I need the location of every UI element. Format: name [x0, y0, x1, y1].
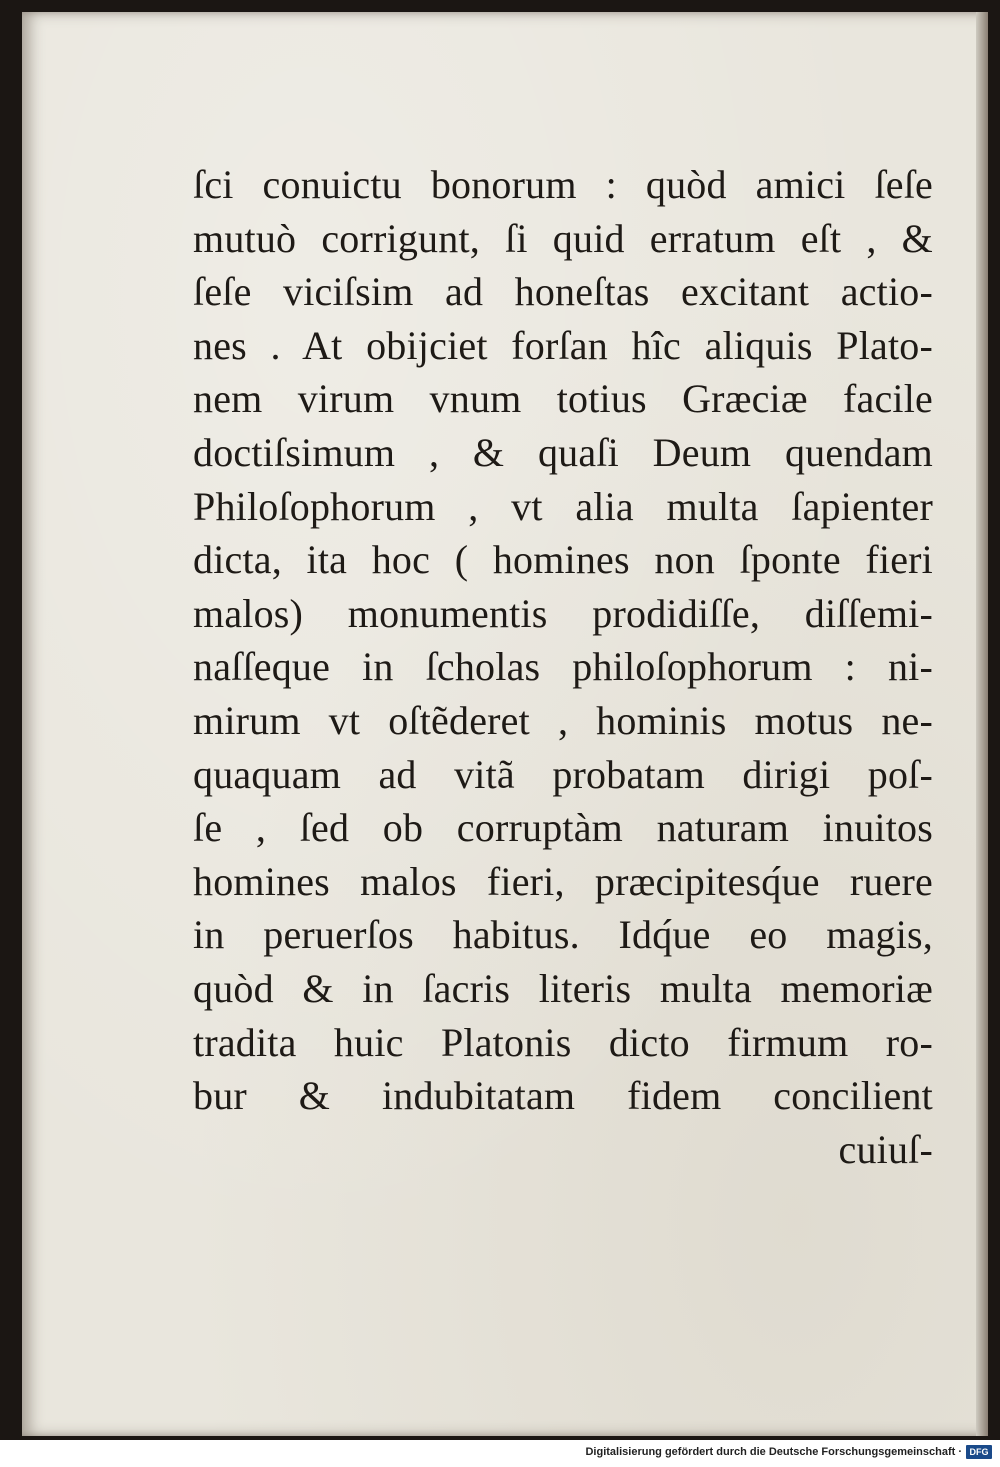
text-line-17: tradita huic Platonis dicto firmum ro-	[193, 1019, 933, 1065]
text-line-1: ſci conuictu bonorum : quòd amici ſeſe	[193, 162, 933, 207]
text-line-3: ſeſe viciſsim ad honeſtas excitant actio-	[193, 269, 933, 315]
text-line-14: homines malos fieri, præcipitesq́ue ruere	[193, 858, 933, 904]
text-line-11: mirum vt oſtẽderet , hominis motus ne-	[193, 697, 933, 743]
text-line-2: mutuò corrigunt, ſi quid erratum eſt , &	[193, 215, 933, 261]
text-line-10: naſſeque in ſcholas philoſophorum : ni-	[193, 644, 933, 690]
digitization-footer	[0, 1440, 1000, 1467]
text-line-9: malos) monumentis prodidiſſe, diſſemi-	[193, 590, 933, 636]
page-edge	[976, 12, 988, 1436]
catchword: cuiuſ-	[838, 1126, 933, 1172]
text-line-8: dicta, ita hoc ( homines non ſponte fieri	[193, 537, 933, 583]
dfg-logo: DFG	[966, 1445, 992, 1459]
text-line-15: in peruerſos habitus. Idq́ue eo magis,	[193, 912, 933, 958]
text-line-16: quòd & in ſacris literis multa memoriæ	[193, 965, 933, 1011]
text-line-12: quaquam ad vitã probatam dirigi poſ-	[193, 751, 933, 797]
text-line-6: doctiſsimum , & quaſi Deum quendam	[193, 429, 933, 475]
funding-credit: Digitalisierung gefördert durch die Deutsche Forschungsgemeinschaft ·	[585, 1446, 962, 1458]
body-text	[193, 158, 933, 1176]
text-line-4: nes . At obijciet forſan hîc aliquis Plato-	[193, 322, 933, 368]
text-line-13: ſe , ſed ob corruptàm naturam inuitos	[193, 805, 933, 851]
text-line-5: nem virum vnum totius Græciæ facile	[193, 376, 933, 422]
text-line-18: bur & indubitatam fidem concilient	[193, 1073, 933, 1119]
text-line-7: Philoſophorum , vt alia multa ſapienter	[193, 483, 933, 529]
